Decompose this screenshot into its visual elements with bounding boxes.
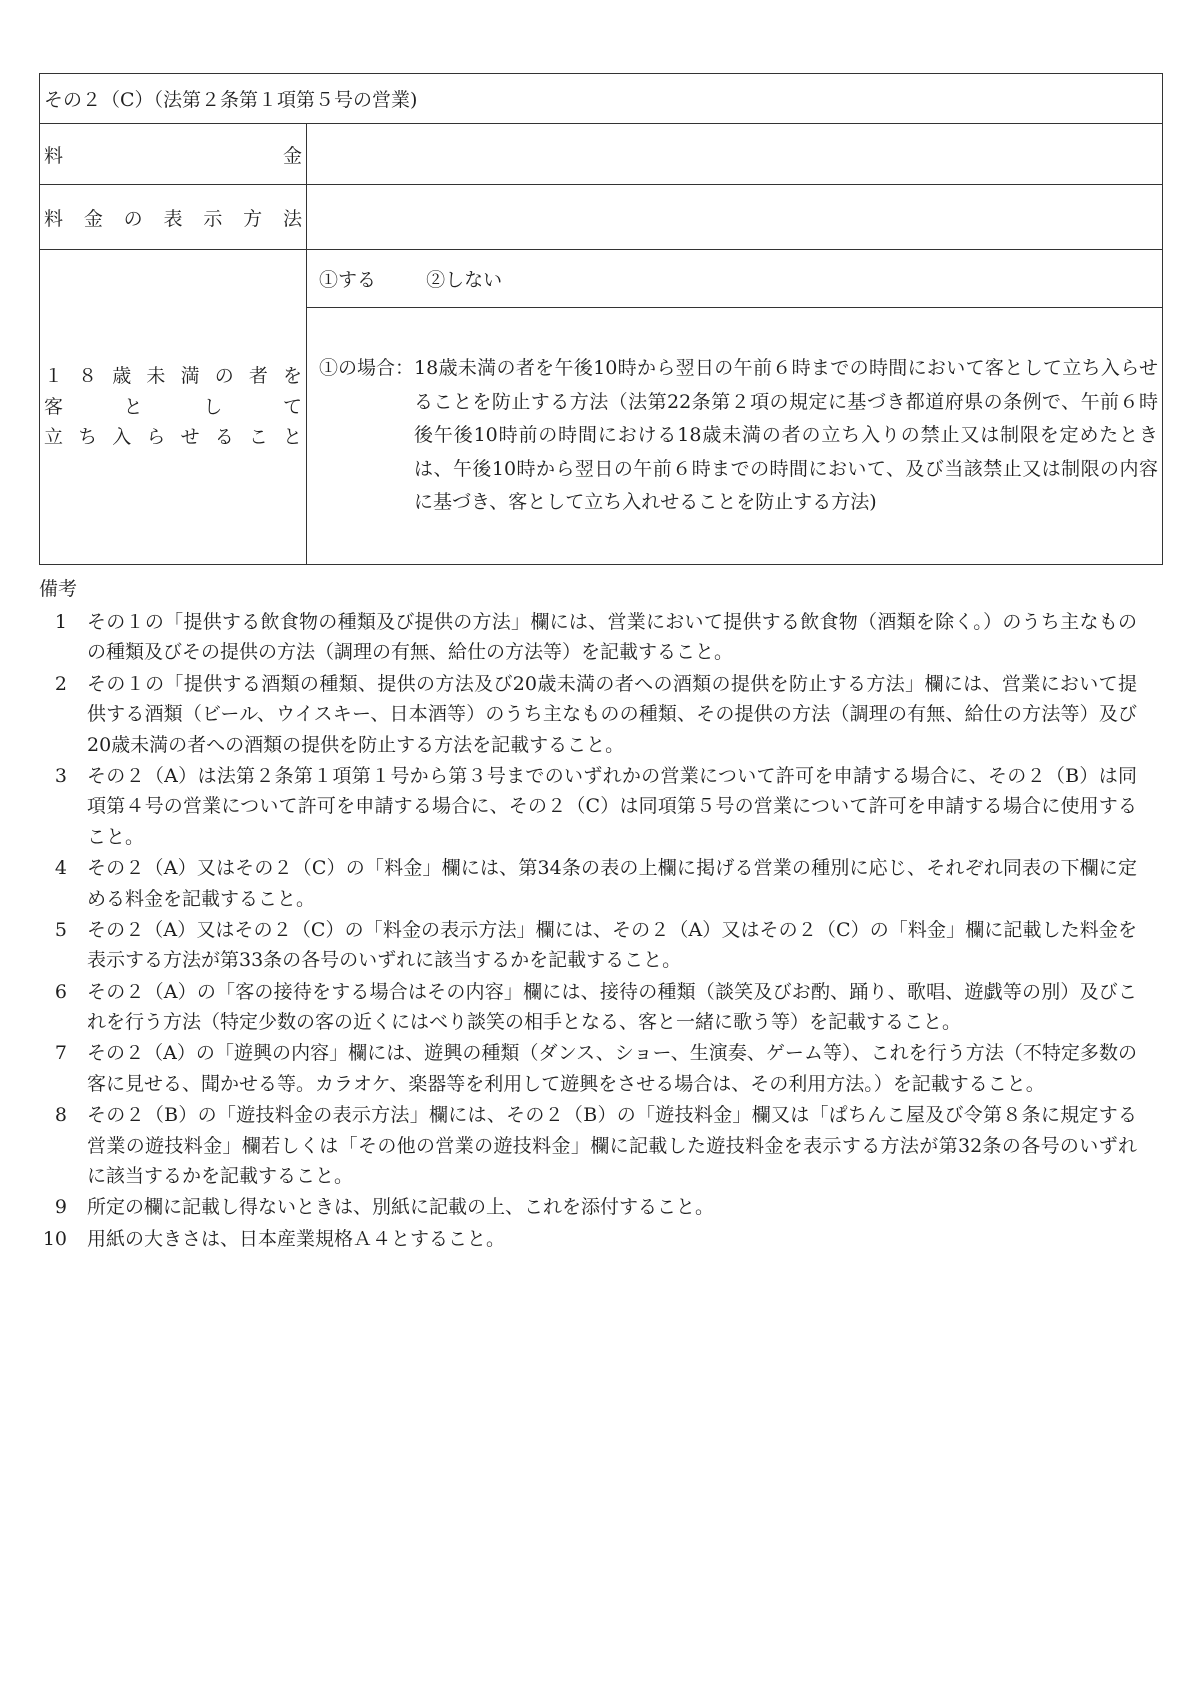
- minor-admission-label-cell: [40, 250, 307, 565]
- fee-display-label-cell: [40, 185, 307, 250]
- fee-display-label-char: 法: [282, 207, 302, 230]
- remarks-title: 備考: [39, 578, 78, 600]
- method-text: 18歳未満の者を午後10時から翌日の午前６時までの時間において客として立ち入らせることを防止する方法（法第22条第２項の規定に基づき都道府県の条例で、午前６時後午後10時前の時間における18歳未満の者の立ち入りの禁止又は制限を定めたときは、午後10時から翌日の午前６時までの時間において、及び当該禁止又は制限の内容に基づき、客として立ち入れせることを防止する方法): [414, 357, 1158, 514]
- remark-text: 所定の欄に記載し得ないときは、別紙に記載の上、これを添付すること。: [87, 1196, 715, 1219]
- minor-label-char: と: [282, 426, 302, 449]
- minor-label-char: ら: [146, 426, 166, 449]
- remark-number: 5: [54, 918, 67, 941]
- option-yes[interactable]: ①する: [319, 269, 377, 291]
- remark-item: [39, 1224, 1163, 1254]
- fee-label: [40, 141, 306, 168]
- remark-item: [39, 761, 1163, 852]
- minor-label-line: [44, 422, 302, 452]
- remark-text: 用紙の大きさは、日本産業規格Ａ４とすること。: [87, 1227, 506, 1250]
- remark-text: その１の「提供する飲食物の種類及び提供の方法」欄には、営業において提供する飲食物（酒類を除く。）のうち主なものの種類及びその提供の方法（調理の有無、給仕の方法等）を記載すること。: [87, 611, 1137, 664]
- form-heading: その２（C）（法第２条第１項第５号の営業): [40, 74, 1163, 124]
- remark-text: その１の「提供する酒類の種類、提供の方法及び20歳未満の者への酒類の提供を防止する方法」欄には、営業において提供する酒類（ビール、ウイスキー、日本酒等）のうち主なものの種類、その提供の方法（調理の有無、給仕の方法等）及び20歳未満の者への酒類の提供を防止する方法を記載すること。: [87, 672, 1137, 756]
- minor-admission-label: [40, 361, 306, 452]
- fee-value-cell[interactable]: [307, 124, 1163, 185]
- remark-number: 7: [54, 1042, 67, 1065]
- minor-label-char: せ: [180, 426, 200, 449]
- remark-item: [39, 915, 1163, 976]
- minor-label-char: 未: [146, 365, 166, 388]
- remark-text: その２（A）の「遊興の内容」欄には、遊興の種類（ダンス、ショー、生演奏、ゲーム等）、これを行う方法（不特定多数の客に見せる、聞かせる等。カラオケ、楽器等を利用して遊興をさせる場合は、その利用方法。）を記載すること。: [87, 1042, 1137, 1095]
- fee-display-label: [40, 204, 306, 231]
- admission-options-cell: [307, 250, 1163, 308]
- minor-label-line: [44, 361, 302, 391]
- remark-item: [39, 1100, 1163, 1191]
- remark-item: [39, 669, 1163, 760]
- minor-label-char: 者: [248, 365, 268, 388]
- remark-number: 8: [54, 1104, 67, 1127]
- remarks-list: [39, 607, 1163, 1254]
- fee-display-label-char: 料: [44, 207, 64, 230]
- minor-label-char: て: [282, 395, 302, 418]
- minor-label-char: し: [203, 395, 223, 418]
- minor-label-char: 立: [44, 426, 64, 449]
- remark-number: 2: [54, 672, 67, 695]
- remarks-section: [39, 574, 1163, 1255]
- remark-text: その２（A）又はその２（C）の「料金」欄には、第34条の表の上欄に掲げる営業の種別に応じ、それぞれ同表の下欄に定める料金を記載すること。: [87, 857, 1137, 910]
- remark-number: 6: [54, 980, 67, 1003]
- minor-label-char: を: [282, 365, 302, 388]
- prevention-method-cell[interactable]: [307, 308, 1163, 565]
- minor-label-char: 満: [180, 365, 200, 388]
- fee-display-label-char: 表: [163, 207, 183, 230]
- option-no[interactable]: ②しない: [426, 269, 503, 291]
- remark-number: 10: [42, 1227, 67, 1250]
- minor-label-char: る: [214, 426, 234, 449]
- remark-item: [39, 977, 1163, 1038]
- minor-label-char: 入: [112, 426, 132, 449]
- minor-label-char: ち: [78, 426, 98, 449]
- remark-item: [39, 1192, 1163, 1222]
- minor-label-char: １: [44, 365, 64, 388]
- fee-label-char: 料: [44, 144, 64, 167]
- remark-text: その２（A）は法第２条第１項第１号から第３号までのいずれかの営業について許可を申請する場合に、その２（B）は同項第４号の営業について許可を申請する場合に、その２（C）は同項第５号の営業について許可を申請する場合に使用すること。: [87, 764, 1137, 848]
- remark-number: 3: [54, 764, 67, 787]
- remark-text: その２（B）の「遊技料金の表示方法」欄には、その２（B）の「遊技料金」欄又は「ぱちんこ屋及び令第８条に規定する営業の遊技料金」欄若しくは「その他の営業の遊技料金」欄に記載した遊技料金を表示する方法が第32条の各号のいずれに該当するかを記載すること。: [87, 1104, 1137, 1188]
- fee-display-label-char: 示: [203, 207, 223, 230]
- minor-label-char: 歳: [112, 365, 132, 388]
- remark-item: [39, 607, 1163, 668]
- minor-label-char: 客: [44, 395, 64, 418]
- remark-item: [39, 1038, 1163, 1099]
- fee-label-char: 金: [282, 144, 302, 167]
- minor-label-char: の: [214, 365, 234, 388]
- remark-item: [39, 853, 1163, 914]
- fee-label-cell: [40, 124, 307, 185]
- application-form-table: [39, 73, 1163, 565]
- method-lead: ①の場合：: [319, 357, 415, 380]
- fee-display-label-char: 金: [83, 207, 103, 230]
- remark-number: 1: [54, 611, 67, 633]
- remark-number: 4: [54, 857, 67, 880]
- fee-display-label-char: の: [123, 207, 143, 230]
- remark-text: その２（A）又はその２（C）の「料金の表示方法」欄には、その２（A）又はその２（C）の「料金」欄に記載した料金を表示する方法が第33条の各号のいずれに該当するかを記載すること。: [87, 918, 1137, 972]
- remark-number: 9: [54, 1196, 67, 1219]
- minor-label-char: こ: [248, 426, 268, 449]
- minor-label-char: ８: [78, 365, 98, 388]
- minor-label-line: [44, 392, 302, 422]
- fee-display-value-cell[interactable]: [307, 185, 1163, 250]
- fee-display-label-char: 方: [243, 207, 263, 230]
- remark-text: その２（A）の「客の接待をする場合はその内容」欄には、接待の種類（談笑及びお酌、踊り、歌唱、遊戯等の別）及びこれを行う方法（特定少数の客の近くにはべり談笑の相手となる、客と一緒に歌う等）を記載すること。: [87, 980, 1137, 1034]
- minor-label-char: と: [123, 395, 143, 418]
